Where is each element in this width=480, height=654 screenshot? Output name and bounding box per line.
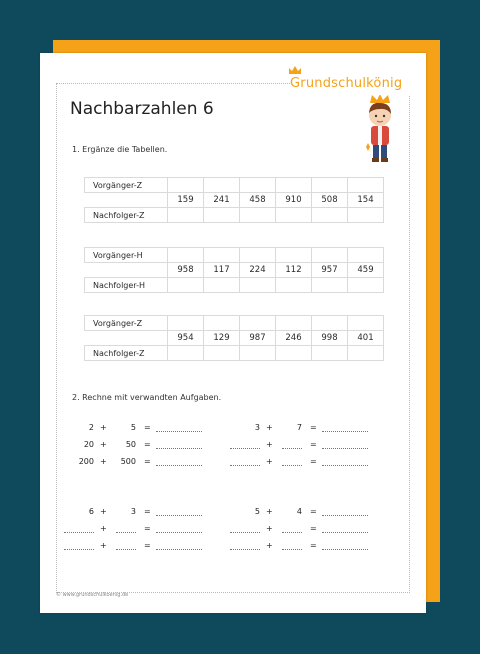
logo-text: Grundschulkönig [290,76,403,91]
addend-b: 500 [120,457,136,466]
equation-row [226,421,386,435]
row-label-successor: Nachfolger-Z [85,346,168,361]
row-label-predecessor: Vorgänger-Z [85,316,168,331]
answer-cell[interactable] [204,208,240,223]
addend-b[interactable] [112,522,136,538]
addend-a[interactable] [60,539,94,555]
table-cell-value: 401 [348,331,384,346]
row-label-predecessor: Vorgänger-H [85,248,168,263]
plus-sign: + [266,507,273,516]
table-cell-value: 112 [276,263,312,278]
table-cell-value: 957 [312,263,348,278]
answer-blank[interactable] [156,505,202,521]
answer-cell[interactable] [348,208,384,223]
equals-sign: = [310,507,317,516]
table-cell-value: 910 [276,193,312,208]
brand-logo [290,73,424,95]
equals-sign: = [310,524,317,533]
addend-a: 200 [78,457,94,466]
answer-blank[interactable] [322,455,368,471]
table-cell-value: 998 [312,331,348,346]
equals-sign: = [144,440,151,449]
footer-copyright: © www.grundschulkoenig.de [56,592,129,598]
answer-cell[interactable] [348,346,384,361]
equals-sign: = [310,541,317,550]
equation-row [226,522,386,536]
answer-cell[interactable] [312,346,348,361]
answer-cell[interactable] [348,278,384,293]
equation-row [60,522,220,536]
answer-blank[interactable] [156,522,202,538]
plus-sign: + [266,524,273,533]
addend-b: 7 [296,423,302,432]
crown-icon [288,65,302,75]
plus-sign: + [100,457,107,466]
plus-sign: + [266,423,273,432]
answer-cell[interactable] [312,278,348,293]
answer-cell[interactable] [312,208,348,223]
answer-cell[interactable] [276,208,312,223]
answer-blank[interactable] [322,438,368,454]
addend-b[interactable] [112,539,136,555]
equals-sign: = [144,507,151,516]
answer-cell[interactable] [240,278,276,293]
table-cell-value: 246 [276,331,312,346]
answer-blank[interactable] [156,438,202,454]
equals-sign: = [144,457,151,466]
answer-cell[interactable] [276,346,312,361]
boy-with-crown-illustration [360,95,400,165]
answer-cell[interactable] [204,346,240,361]
equation-row [226,505,386,519]
plus-sign: + [266,541,273,550]
addend-b[interactable] [278,455,302,471]
addend-b[interactable] [278,522,302,538]
table-cell-value: 958 [168,263,204,278]
addend-a: 3 [254,423,260,432]
row-label-successor: Nachfolger-Z [85,208,168,223]
task-2-instruction: 2. Rechne mit verwandten Aufgaben. [72,393,222,402]
answer-blank[interactable] [322,421,368,437]
table-cell-value: 129 [204,331,240,346]
answer-cell[interactable] [240,346,276,361]
equals-sign: = [310,423,317,432]
answer-blank[interactable] [156,539,202,555]
plus-sign: + [100,423,107,432]
equation-row [60,438,220,452]
plus-sign: + [100,541,107,550]
equation-row [60,421,220,435]
plus-sign: + [266,440,273,449]
equation-row [60,505,220,519]
addend-a: 2 [88,423,94,432]
addend-a[interactable] [60,522,94,538]
equals-sign: = [310,440,317,449]
addend-b[interactable] [278,438,302,454]
table-cell-value: 508 [312,193,348,208]
addend-a[interactable] [226,522,260,538]
plus-sign: + [100,440,107,449]
addend-b: 5 [130,423,136,432]
equation-row [226,539,386,553]
equals-sign: = [310,457,317,466]
addend-b: 3 [130,507,136,516]
addend-a: 6 [88,507,94,516]
answer-cell[interactable] [168,278,204,293]
neighbor-table-2 [84,247,384,293]
equals-sign: = [144,524,151,533]
table-cell-value: 159 [168,193,204,208]
answer-blank[interactable] [322,539,368,555]
plus-sign: + [266,457,273,466]
addend-a[interactable] [226,539,260,555]
answer-blank[interactable] [156,455,202,471]
answer-cell[interactable] [168,208,204,223]
addend-a: 20 [83,440,94,449]
addend-b[interactable] [278,539,302,555]
addend-a[interactable] [226,438,260,454]
page-title: Nachbarzahlen 6 [70,99,214,119]
answer-blank[interactable] [156,421,202,437]
table-cell-value: 241 [204,193,240,208]
table-cell-value: 954 [168,331,204,346]
table-cell-value: 987 [240,331,276,346]
neighbor-table-3 [84,315,384,361]
table-cell-value: 459 [348,263,384,278]
equation-row [60,455,220,469]
worksheet-page [40,53,426,613]
equals-sign: = [144,423,151,432]
addend-b: 50 [125,440,136,449]
equation-row [60,539,220,553]
answer-blank[interactable] [322,505,368,521]
answer-cell[interactable] [240,208,276,223]
row-label-predecessor: Vorgänger-Z [85,178,168,193]
answer-cell[interactable] [276,278,312,293]
neighbor-table-1 [84,177,384,223]
table-cell-value: 458 [240,193,276,208]
row-label-successor: Nachfolger-H [85,278,168,293]
equation-row [226,438,386,452]
task-1-instruction: 1. Ergänze die Tabellen. [72,145,168,154]
answer-blank[interactable] [322,522,368,538]
plus-sign: + [100,507,107,516]
equals-sign: = [144,541,151,550]
table-cell-value: 117 [204,263,240,278]
plus-sign: + [100,524,107,533]
answer-cell[interactable] [204,278,240,293]
addend-a: 5 [254,507,260,516]
table-cell-value: 224 [240,263,276,278]
table-cell-value: 154 [348,193,384,208]
addend-b: 4 [296,507,302,516]
addend-a[interactable] [226,455,260,471]
answer-cell[interactable] [168,346,204,361]
equation-row [226,455,386,469]
